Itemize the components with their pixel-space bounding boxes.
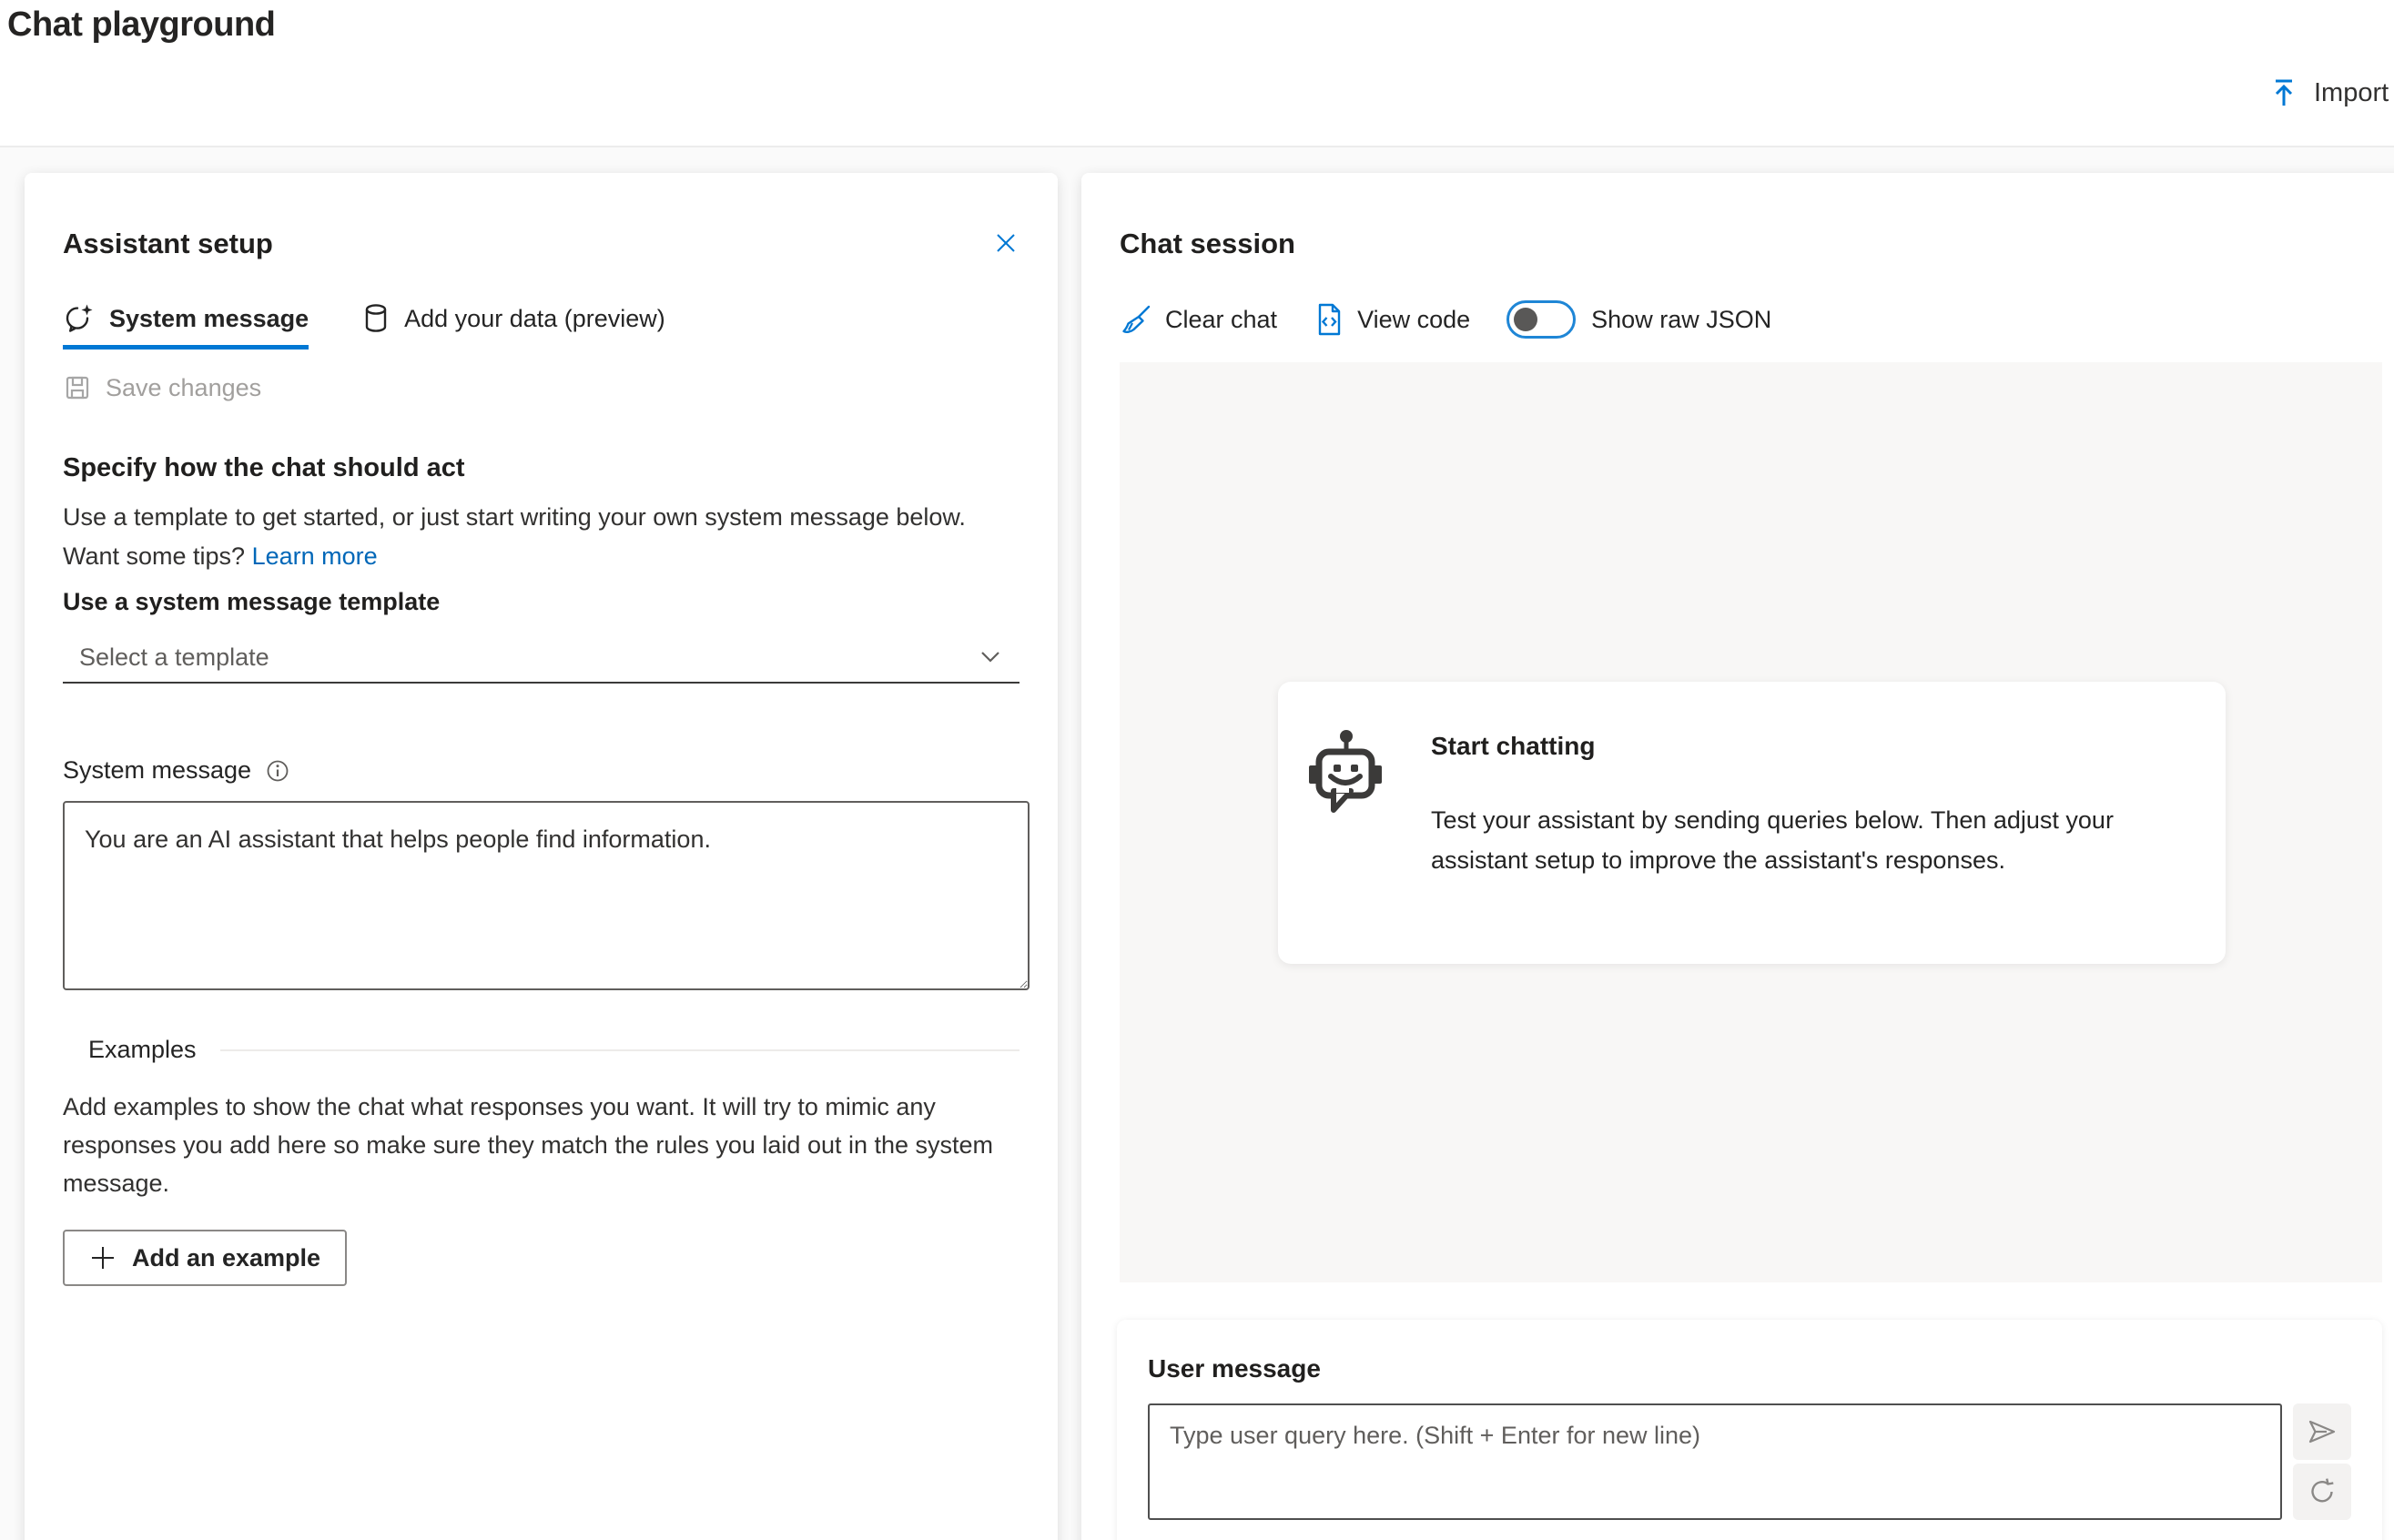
- show-raw-json-toggle[interactable]: [1506, 300, 1771, 339]
- add-example-label: Add an example: [132, 1243, 321, 1272]
- start-chatting-description: Test your assistant by sending queries below. Then adjust your assistant setup to improve the assistant's responses.: [1431, 806, 2114, 874]
- user-message-label: User message: [1148, 1354, 1321, 1383]
- toggle-knob: [1514, 308, 1537, 331]
- section-description-text: Use a template to get started, or just start writing your own system message below. Want some tips?: [63, 503, 966, 570]
- template-label: Use a system message template: [63, 588, 441, 615]
- tab-add-your-data[interactable]: [361, 302, 665, 350]
- robot-icon: [1306, 727, 1385, 813]
- template-select[interactable]: [63, 633, 1019, 684]
- broom-icon: [1120, 303, 1152, 336]
- page-header: [0, 0, 2394, 147]
- start-chatting-title: Start chatting: [1431, 732, 1596, 760]
- clear-chat-button[interactable]: [1120, 303, 1277, 336]
- examples-description: Add examples to show the chat what responses you want. It will try to mimic any responses you add here so make sure they match the rules you laid out in the system message.: [63, 1093, 994, 1197]
- tab-label: Add your data (preview): [404, 304, 665, 332]
- chat-message-area: [1120, 362, 2382, 1282]
- upload-icon: [2268, 76, 2299, 109]
- info-icon[interactable]: [264, 757, 291, 785]
- save-changes-button[interactable]: [63, 373, 1019, 402]
- content-region: [0, 147, 2394, 1540]
- save-icon: [63, 373, 92, 402]
- chat-sparkle-icon: [63, 302, 96, 335]
- send-icon: [2305, 1415, 2339, 1448]
- view-code-button[interactable]: [1314, 302, 1470, 337]
- examples-divider: [220, 1049, 1019, 1051]
- user-message-input[interactable]: [1148, 1403, 2282, 1520]
- toggle-track[interactable]: [1506, 300, 1576, 339]
- start-chatting-card: [1278, 682, 2226, 964]
- user-message-card: [1117, 1320, 2382, 1540]
- import-button[interactable]: [2268, 76, 2389, 109]
- chat-session-panel: [1081, 173, 2394, 1540]
- assistant-setup-panel: [25, 173, 1058, 1540]
- tab-system-message[interactable]: [63, 302, 309, 350]
- examples-header: [63, 1036, 1019, 1064]
- send-button[interactable]: [2293, 1403, 2351, 1460]
- template-select-value: Select a template: [79, 643, 269, 671]
- add-example-button[interactable]: [63, 1230, 347, 1286]
- chat-toolbar: [1120, 300, 2394, 339]
- database-icon: [361, 302, 391, 335]
- system-message-label-row: [63, 756, 1019, 785]
- view-code-label: View code: [1357, 305, 1471, 333]
- learn-more-link[interactable]: Learn more: [251, 542, 378, 570]
- chevron-down-icon: [979, 650, 1001, 664]
- plus-icon: [89, 1244, 117, 1272]
- save-changes-label: Save changes: [106, 373, 262, 401]
- page-title: Chat playground: [7, 5, 276, 44]
- clear-chat-label: Clear chat: [1165, 305, 1278, 333]
- close-panel-button[interactable]: [992, 229, 1019, 257]
- message-actions: [2293, 1403, 2351, 1520]
- assistant-setup-title: Assistant setup: [63, 228, 273, 259]
- system-message-textarea[interactable]: [63, 801, 1030, 990]
- tab-label: System message: [109, 304, 309, 332]
- import-label: Import: [2314, 77, 2389, 107]
- section-description: [63, 498, 982, 576]
- examples-header-label: Examples: [88, 1036, 197, 1063]
- close-icon: [992, 229, 1019, 257]
- regenerate-button[interactable]: [2293, 1464, 2351, 1520]
- code-file-icon: [1314, 302, 1344, 337]
- chat-session-title: Chat session: [1120, 228, 1295, 259]
- show-raw-json-label: Show raw JSON: [1591, 305, 1772, 333]
- system-message-label: System message: [63, 756, 252, 784]
- assistant-setup-tabs: [63, 302, 1019, 350]
- retry-icon: [2305, 1474, 2339, 1509]
- section-heading: Specify how the chat should act: [63, 453, 465, 482]
